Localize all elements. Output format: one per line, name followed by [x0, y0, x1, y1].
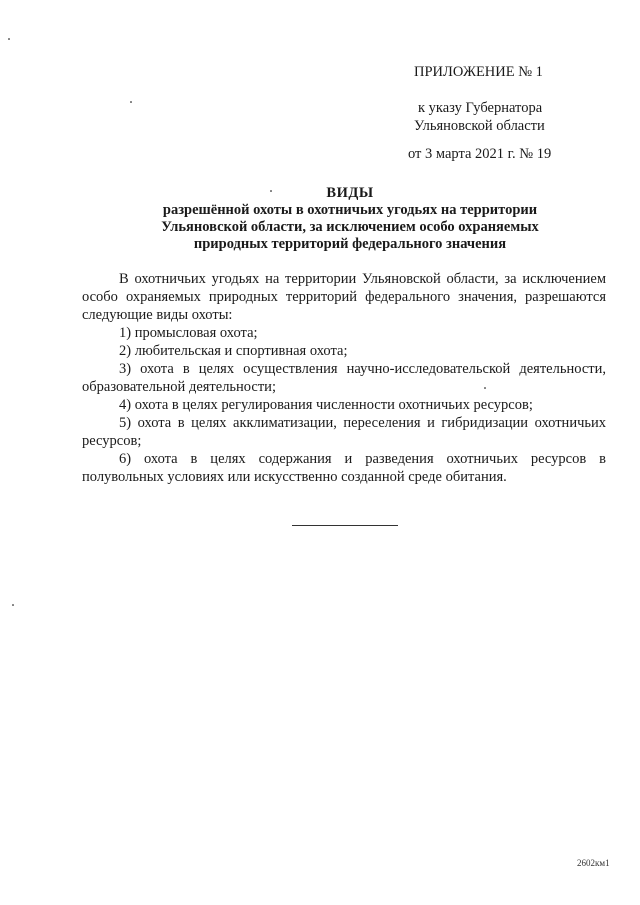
annex-title: ПРИЛОЖЕНИЕ № 1 — [414, 64, 543, 80]
list-item: 5) охота в целях акклиматизации, переселения и гибридизации охотничьих ресурсов; — [82, 415, 606, 449]
scan-speck — [8, 38, 10, 40]
list-item: 6) охота в целях содержания и разведения охотничьих ресурсов в полувольных условиях или искусственно созданной среде обитания. — [82, 451, 606, 485]
intro-paragraph: В охотничьих угодьях на территории Ульяновской области, за исключением особо охраняемых природных территорий федерального значения, разрешаются следующие виды охоты: — [82, 271, 606, 323]
scan-speck — [130, 101, 132, 103]
decree-date: от 3 марта 2021 г. № 19 — [408, 146, 552, 162]
heading-title: ВИДЫ — [326, 185, 374, 201]
scan-speck — [484, 387, 486, 389]
scan-speck — [12, 604, 14, 606]
list-item: 4) охота в целях регулирования численности охотничьих ресурсов; — [119, 397, 533, 413]
scan-speck — [270, 190, 272, 192]
document-heading — [80, 185, 620, 253]
closing-divider — [292, 525, 398, 526]
decree-reference-line-2: Ульяновской области — [414, 118, 545, 134]
list-item: 2) любительская и спортивная охота; — [119, 343, 348, 359]
document-code: 2602км1 — [577, 858, 610, 868]
list-item: 3) охота в целях осуществления научно-исследовательской деятельности, образовательной деятельности; — [82, 361, 606, 395]
decree-reference-line-1: к указу Губернатора — [418, 100, 543, 116]
list-item: 1) промысловая охота; — [119, 325, 258, 341]
heading-line-2: Ульяновской области, за исключением особо охраняемых — [161, 219, 539, 235]
heading-line-1: разрешённой охоты в охотничьих угодьях на территории — [162, 202, 538, 218]
heading-line-3: природных территорий федерального значения — [193, 236, 507, 252]
document-body — [82, 270, 606, 486]
